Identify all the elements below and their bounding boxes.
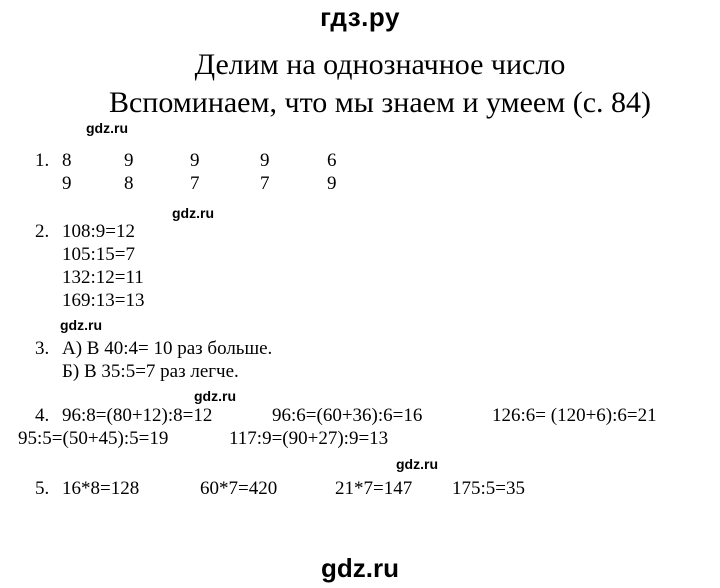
task-4-item: 96:6=(60+36):6=16: [272, 405, 423, 426]
page-title: Делим на однозначное число: [194, 48, 566, 81]
task-1-cell: 9: [327, 173, 337, 194]
site-logo-footer: gdz.ru: [321, 553, 399, 583]
task-2-line: 108:9=12: [62, 221, 135, 242]
task-2-line: 105:15=7: [62, 244, 135, 265]
task-1-cell: 9: [260, 150, 270, 171]
task-4-item: 117:9=(90+27):9=13: [229, 428, 389, 449]
watermark: gdz.ru: [172, 205, 214, 221]
task-5-item: 21*7=147: [335, 478, 413, 499]
task-1-cell: 9: [62, 173, 72, 194]
task-3-line: Б) В 35:5=7 раз легче.: [62, 361, 239, 382]
task-1-cell: 9: [124, 150, 134, 171]
task-2-line: 169:13=13: [62, 290, 145, 311]
task-4-number: 4.: [35, 405, 50, 426]
watermark: gdz.ru: [60, 317, 102, 333]
task-5-item: 16*8=128: [62, 478, 140, 499]
watermark: gdz.ru: [194, 388, 236, 404]
task-4-item: 96:8=(80+12):8=12: [62, 405, 213, 426]
task-5-number: 5.: [35, 478, 50, 499]
task-5-item: 175:5=35: [452, 478, 525, 499]
task-4-item: 95:5=(50+45):5=19: [18, 428, 169, 449]
page-subtitle: Вспоминаем, что мы знаем и умеем (с. 84): [108, 86, 652, 119]
watermark: gdz.ru: [396, 456, 438, 472]
task-3-number: 3.: [35, 338, 50, 359]
task-1-cell: 8: [62, 150, 72, 171]
task-1-cell: 6: [327, 150, 337, 171]
task-2-number: 2.: [35, 221, 50, 242]
watermark: gdz.ru: [86, 120, 128, 136]
task-3-line: А) В 40:4= 10 раз больше.: [62, 338, 273, 359]
site-logo-header: гдз.ру: [320, 2, 400, 32]
task-1-number: 1.: [35, 150, 50, 171]
task-4-item: 126:6= (120+6):6=21: [492, 405, 657, 426]
task-1-cell: 9: [190, 150, 200, 171]
task-5-item: 60*7=420: [200, 478, 278, 499]
task-2-line: 132:12=11: [62, 267, 144, 288]
task-1-cell: 7: [260, 173, 270, 194]
task-1-cell: 8: [124, 173, 134, 194]
task-1-cell: 7: [190, 173, 200, 194]
